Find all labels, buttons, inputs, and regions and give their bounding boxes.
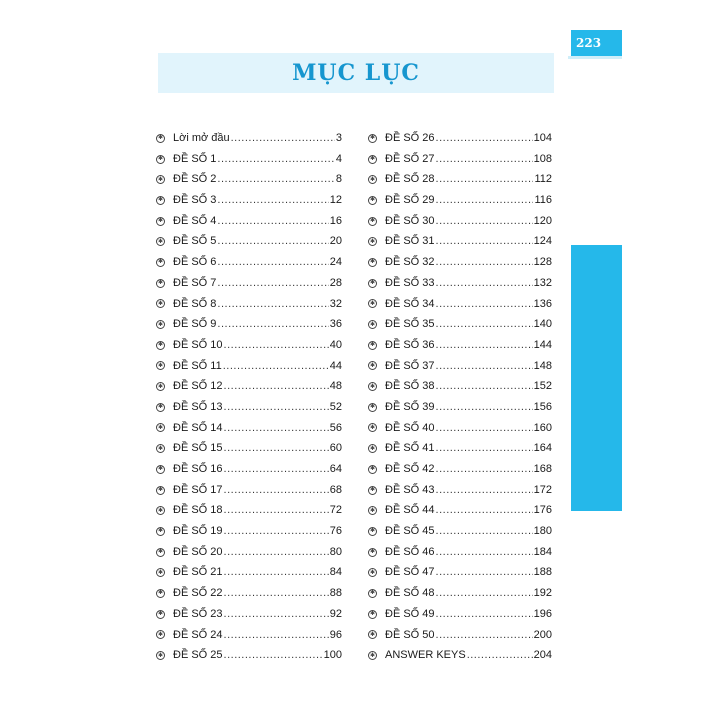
leader-dots [436, 211, 533, 232]
circle-star-bullet-icon: ✱ [157, 590, 164, 597]
circle-star-bullet-icon: ✱ [157, 569, 164, 576]
leader-dots [436, 335, 533, 356]
circle-star-bullet-icon: ✱ [157, 487, 164, 494]
toc-entry-page-number: 84 [329, 566, 342, 579]
toc-entry[interactable] [368, 542, 552, 563]
toc-entry[interactable] [368, 480, 552, 501]
toc-entry-page-number: 100 [323, 649, 342, 662]
toc-entry-label: ĐỀ SỐ 30 [385, 214, 435, 227]
toc-entry[interactable] [156, 128, 342, 149]
toc-entry[interactable] [368, 438, 552, 459]
circle-star-bullet-icon: ✱ [157, 300, 164, 307]
leader-dots [436, 231, 533, 252]
circle-star-bullet-icon: ✱ [157, 424, 164, 431]
toc-entry-label: ĐỀ SỐ 19 [173, 525, 223, 538]
toc-entry-label: ĐỀ SỐ 24 [173, 628, 223, 641]
toc-entry[interactable] [156, 500, 342, 521]
toc-entry-page-number: 128 [533, 256, 552, 269]
circle-star-bullet-icon: ✱ [369, 300, 376, 307]
circle-star-bullet-icon: ✱ [157, 342, 164, 349]
leader-dots [436, 149, 533, 170]
toc-entry-page-number: 56 [329, 421, 342, 434]
toc-entry[interactable] [368, 273, 552, 294]
toc-entry-page-number: 176 [533, 504, 552, 517]
toc-entry-page-number: 20 [329, 235, 342, 248]
toc-entry[interactable] [156, 438, 342, 459]
toc-entry[interactable] [368, 128, 552, 149]
circle-star-bullet-icon: ✱ [157, 611, 164, 618]
toc-entry-label: ĐỀ SỐ 37 [385, 359, 435, 372]
toc-entry[interactable] [156, 231, 342, 252]
circle-star-bullet-icon: ✱ [369, 218, 376, 225]
toc-entry[interactable] [156, 356, 342, 377]
toc-entry-page-number: 44 [329, 359, 342, 372]
toc-entry-page-number: 112 [534, 173, 552, 186]
toc-entry[interactable] [156, 314, 342, 335]
toc-entry-label: ĐỀ SỐ 20 [173, 545, 223, 558]
toc-entry[interactable] [368, 252, 552, 273]
side-tab-marker [571, 245, 622, 511]
toc-entry-page-number: 12 [329, 194, 342, 207]
leader-dots [224, 335, 329, 356]
toc-entry[interactable] [156, 625, 342, 646]
toc-entry[interactable] [368, 294, 552, 315]
toc-entry-label: ĐỀ SỐ 1 [173, 152, 217, 165]
toc-entry[interactable] [368, 149, 552, 170]
leader-dots [231, 128, 335, 149]
leader-dots [436, 169, 534, 190]
toc-entry-label: ĐỀ SỐ 36 [385, 338, 435, 351]
toc-entry-label: ĐỀ SỐ 44 [385, 504, 435, 517]
toc-entry[interactable] [156, 604, 342, 625]
leader-dots [217, 252, 328, 273]
toc-entry-page-number: 16 [329, 214, 342, 227]
leader-dots [436, 273, 533, 294]
toc-entry-page-number: 96 [329, 628, 342, 641]
toc-entry-page-number: 180 [533, 525, 552, 538]
toc-entry-page-number: 120 [533, 214, 552, 227]
leader-dots [436, 294, 533, 315]
toc-entry-page-number: 60 [329, 442, 342, 455]
toc-entry[interactable] [368, 376, 552, 397]
leader-dots [224, 500, 329, 521]
toc-entry-label: ĐỀ SỐ 38 [385, 380, 435, 393]
circle-star-bullet-icon: ✱ [369, 424, 376, 431]
toc-entry-label: ĐỀ SỐ 49 [385, 607, 435, 620]
leader-dots [224, 521, 329, 542]
circle-star-bullet-icon: ✱ [157, 652, 164, 659]
toc-entry-page-number: 200 [533, 628, 552, 641]
toc-column-left [156, 128, 342, 666]
toc-entry[interactable] [368, 418, 552, 439]
toc-entry[interactable] [368, 604, 552, 625]
circle-star-bullet-icon: ✱ [369, 466, 376, 473]
leader-dots [224, 562, 329, 583]
toc-entry-label: ĐỀ SỐ 9 [173, 318, 217, 331]
circle-star-bullet-icon: ✱ [369, 259, 376, 266]
circle-star-bullet-icon: ✱ [157, 404, 164, 411]
toc-entry-label: ĐỀ SỐ 26 [385, 132, 435, 144]
leader-dots [436, 252, 533, 273]
title-banner [158, 53, 554, 93]
toc-entry-label: ĐỀ SỐ 18 [173, 504, 223, 517]
toc-entry-label: ĐỀ SỐ 10 [173, 338, 223, 351]
toc-entry-label: ĐỀ SỐ 4 [173, 214, 217, 227]
circle-star-bullet-icon: ✱ [369, 590, 376, 597]
toc-entry[interactable] [368, 562, 552, 583]
toc-entry-page-number: 184 [533, 545, 552, 558]
leader-dots [224, 376, 329, 397]
leader-dots [436, 314, 533, 335]
toc-entry-label: ĐỀ SỐ 3 [173, 194, 217, 207]
toc-entry-label: ĐỀ SỐ 25 [173, 649, 223, 662]
toc-entry-page-number: 164 [533, 442, 552, 455]
toc-entry-page-number: 8 [335, 173, 342, 186]
toc-entry-page-number: 116 [534, 194, 552, 207]
circle-star-bullet-icon: ✱ [369, 176, 376, 183]
circle-star-bullet-icon: ✱ [157, 549, 164, 556]
toc-entry-label: ĐỀ SỐ 39 [385, 400, 435, 413]
toc-entry-page-number: 124 [533, 235, 552, 248]
toc-entry-label: ĐỀ SỐ 15 [173, 442, 223, 455]
toc-entry-label: ĐỀ SỐ 32 [385, 256, 435, 269]
toc-entry[interactable] [368, 314, 552, 335]
leader-dots [223, 356, 329, 377]
toc-entry[interactable] [156, 169, 342, 190]
circle-star-bullet-icon: ✱ [369, 342, 376, 349]
circle-star-bullet-icon: ✱ [369, 507, 376, 514]
leader-dots [436, 128, 533, 149]
leader-dots [217, 273, 328, 294]
toc-entry-label: ĐỀ SỐ 28 [385, 173, 435, 186]
toc-entry-label: ĐỀ SỐ 6 [173, 256, 217, 269]
leader-dots [224, 418, 329, 439]
circle-star-bullet-icon: ✱ [369, 362, 376, 369]
toc-entry-page-number: 104 [533, 132, 552, 144]
toc-entry-page-number: 64 [329, 463, 342, 475]
toc-entry[interactable] [368, 231, 552, 252]
toc-entry-label: ĐỀ SỐ 40 [385, 421, 435, 434]
toc-entry-page-number: 204 [533, 649, 552, 662]
toc-entry-page-number: 168 [533, 463, 552, 475]
leader-dots [436, 397, 533, 418]
toc-entry-label: ĐỀ SỐ 11 [173, 359, 222, 372]
circle-star-bullet-icon: ✱ [157, 238, 164, 245]
leader-dots [224, 397, 329, 418]
toc-entry-page-number: 3 [335, 132, 342, 144]
toc-entry-label: ĐỀ SỐ 14 [173, 421, 223, 434]
toc-entry-page-number: 24 [329, 256, 342, 269]
toc-entry[interactable] [368, 459, 552, 480]
toc-entry-label: ĐỀ SỐ 41 [385, 442, 435, 455]
leader-dots [436, 480, 533, 501]
circle-star-bullet-icon: ✱ [369, 487, 376, 494]
toc-entry-label: ĐỀ SỐ 27 [385, 152, 435, 165]
leader-dots [217, 211, 328, 232]
toc-entry[interactable] [368, 521, 552, 542]
toc-entry-page-number: 160 [533, 421, 552, 434]
toc-entry-label: ĐỀ SỐ 31 [385, 235, 435, 248]
toc-entry[interactable] [156, 521, 342, 542]
toc-entry-label: ĐỀ SỐ 50 [385, 628, 435, 641]
circle-star-bullet-icon: ✱ [157, 259, 164, 266]
leader-dots [436, 376, 533, 397]
toc-entry-page-number: 32 [329, 297, 342, 310]
leader-dots [436, 459, 533, 480]
circle-star-bullet-icon: ✱ [157, 466, 164, 473]
leader-dots [217, 190, 328, 211]
leader-dots [436, 604, 533, 625]
circle-star-bullet-icon: ✱ [369, 135, 376, 142]
toc-entry-page-number: 156 [533, 400, 552, 413]
leader-dots [224, 625, 329, 646]
toc-column-right [368, 128, 552, 666]
toc-entry-label: ĐỀ SỐ 8 [173, 297, 217, 310]
toc-entry-page-number: 92 [329, 607, 342, 620]
circle-star-bullet-icon: ✱ [369, 197, 376, 204]
toc-entry[interactable] [156, 645, 342, 666]
toc-entry[interactable] [156, 542, 342, 563]
toc-entry-label: ĐỀ SỐ 21 [173, 566, 223, 579]
circle-star-bullet-icon: ✱ [369, 238, 376, 245]
circle-star-bullet-icon: ✱ [369, 383, 376, 390]
circle-star-bullet-icon: ✱ [369, 549, 376, 556]
toc-entry-label: ĐỀ SỐ 5 [173, 235, 217, 248]
leader-dots [217, 314, 328, 335]
page-number: 223 [571, 30, 622, 56]
circle-star-bullet-icon: ✱ [157, 362, 164, 369]
circle-star-bullet-icon: ✱ [157, 507, 164, 514]
circle-star-bullet-icon: ✱ [369, 445, 376, 452]
circle-star-bullet-icon: ✱ [157, 631, 164, 638]
leader-dots [224, 480, 329, 501]
toc-entry-label: ĐỀ SỐ 47 [385, 566, 435, 579]
circle-star-bullet-icon: ✱ [369, 280, 376, 287]
page-title: MỤC LỤC [292, 60, 420, 86]
toc-entry[interactable] [156, 418, 342, 439]
toc-entry-page-number: 152 [533, 380, 552, 393]
circle-star-bullet-icon: ✱ [157, 445, 164, 452]
circle-star-bullet-icon: ✱ [157, 197, 164, 204]
leader-dots [224, 583, 329, 604]
leader-dots [436, 625, 533, 646]
leader-dots [436, 562, 533, 583]
leader-dots [217, 149, 334, 170]
leader-dots [436, 583, 533, 604]
circle-star-bullet-icon: ✱ [369, 611, 376, 618]
toc-entry-label: ĐỀ SỐ 34 [385, 297, 435, 310]
toc-entry-page-number: 68 [329, 483, 342, 496]
circle-star-bullet-icon: ✱ [369, 631, 376, 638]
leader-dots [224, 459, 329, 480]
toc-entry-page-number: 148 [533, 359, 552, 372]
circle-star-bullet-icon: ✱ [369, 404, 376, 411]
circle-star-bullet-icon: ✱ [369, 528, 376, 535]
toc-entry[interactable] [156, 252, 342, 273]
toc-entry-label: ANSWER KEYS [385, 649, 466, 662]
toc-entry-label: ĐỀ SỐ 33 [385, 276, 435, 289]
toc-entry[interactable] [368, 335, 552, 356]
toc-entry-page-number: 108 [533, 152, 552, 165]
leader-dots [436, 521, 533, 542]
leader-dots [436, 418, 533, 439]
toc-entry-label: Lời mở đầu [173, 132, 230, 144]
toc-entry[interactable] [368, 397, 552, 418]
toc-entry[interactable] [156, 211, 342, 232]
toc-entry[interactable] [156, 459, 342, 480]
circle-star-bullet-icon: ✱ [157, 135, 164, 142]
toc-entry-label: ĐỀ SỐ 22 [173, 587, 223, 600]
leader-dots [224, 542, 329, 563]
toc-entry-page-number: 4 [335, 152, 342, 165]
toc-entry-page-number: 188 [533, 566, 552, 579]
circle-star-bullet-icon: ✱ [157, 280, 164, 287]
circle-star-bullet-icon: ✱ [369, 569, 376, 576]
toc-entry[interactable] [368, 211, 552, 232]
toc-entry-page-number: 144 [533, 338, 552, 351]
toc-entry-page-number: 48 [329, 380, 342, 393]
toc-entry-label: ĐỀ SỐ 42 [385, 463, 435, 475]
toc-entry[interactable] [368, 500, 552, 521]
leader-dots [436, 438, 533, 459]
circle-star-bullet-icon: ✱ [157, 383, 164, 390]
toc-entry[interactable] [156, 562, 342, 583]
toc-entry[interactable] [156, 149, 342, 170]
toc-entry-page-number: 192 [533, 587, 552, 600]
toc-entry[interactable] [156, 273, 342, 294]
toc-entry-page-number: 88 [329, 587, 342, 600]
toc-entry[interactable] [156, 480, 342, 501]
leader-dots [224, 645, 323, 666]
toc-entry-page-number: 52 [329, 400, 342, 413]
toc-entry-label: ĐỀ SỐ 13 [173, 400, 223, 413]
toc-entry-label: ĐỀ SỐ 35 [385, 318, 435, 331]
toc-entry[interactable] [156, 583, 342, 604]
toc-entry[interactable] [368, 169, 552, 190]
leader-dots [224, 604, 329, 625]
circle-star-bullet-icon: ✱ [157, 528, 164, 535]
toc-entry[interactable] [156, 190, 342, 211]
toc-entry-label: ĐỀ SỐ 17 [173, 483, 223, 496]
leader-dots [217, 169, 334, 190]
toc-entry[interactable] [156, 397, 342, 418]
toc-entry-page-number: 76 [329, 525, 342, 538]
toc-entry-page-number: 140 [533, 318, 552, 331]
leader-dots [217, 294, 328, 315]
circle-star-bullet-icon: ✱ [369, 652, 376, 659]
toc-entry-page-number: 28 [329, 276, 342, 289]
toc-entry-label: ĐỀ SỐ 2 [173, 173, 217, 186]
leader-dots [436, 356, 533, 377]
circle-star-bullet-icon: ✱ [157, 218, 164, 225]
toc-entry-page-number: 132 [533, 276, 552, 289]
toc-entry[interactable] [368, 625, 552, 646]
leader-dots [467, 645, 533, 666]
toc-entry-label: ĐỀ SỐ 48 [385, 587, 435, 600]
leader-dots [217, 231, 328, 252]
leader-dots [436, 190, 534, 211]
leader-dots [436, 542, 533, 563]
leader-dots [224, 438, 329, 459]
toc-entry-page-number: 40 [329, 338, 342, 351]
toc-entry-label: ĐỀ SỐ 29 [385, 194, 435, 207]
toc-entry[interactable] [368, 190, 552, 211]
toc-entry-label: ĐỀ SỐ 23 [173, 607, 223, 620]
circle-star-bullet-icon: ✱ [369, 156, 376, 163]
leader-dots [436, 500, 533, 521]
toc-entry-label: ĐỀ SỐ 45 [385, 525, 435, 538]
circle-star-bullet-icon: ✱ [157, 156, 164, 163]
toc-entry-label: ĐỀ SỐ 16 [173, 463, 223, 475]
circle-star-bullet-icon: ✱ [157, 176, 164, 183]
toc-entry-page-number: 136 [533, 297, 552, 310]
toc-entry-label: ĐỀ SỐ 46 [385, 545, 435, 558]
toc-entry[interactable] [156, 294, 342, 315]
toc-entry[interactable] [156, 376, 342, 397]
toc-entry-page-number: 80 [329, 545, 342, 558]
toc-entry-page-number: 172 [533, 483, 552, 496]
toc-entry-label: ĐỀ SỐ 7 [173, 276, 217, 289]
page-number-shadow [568, 56, 622, 59]
circle-star-bullet-icon: ✱ [369, 321, 376, 328]
toc-entry-page-number: 72 [329, 504, 342, 517]
circle-star-bullet-icon: ✱ [157, 321, 164, 328]
toc-entry[interactable] [368, 583, 552, 604]
toc-entry[interactable] [156, 335, 342, 356]
toc-entry-label: ĐỀ SỐ 43 [385, 483, 435, 496]
toc-entry[interactable] [368, 645, 552, 666]
toc-entry-page-number: 196 [533, 607, 552, 620]
toc-entry[interactable] [368, 356, 552, 377]
toc-entry-label: ĐỀ SỐ 12 [173, 380, 223, 393]
toc-entry-page-number: 36 [329, 318, 342, 331]
